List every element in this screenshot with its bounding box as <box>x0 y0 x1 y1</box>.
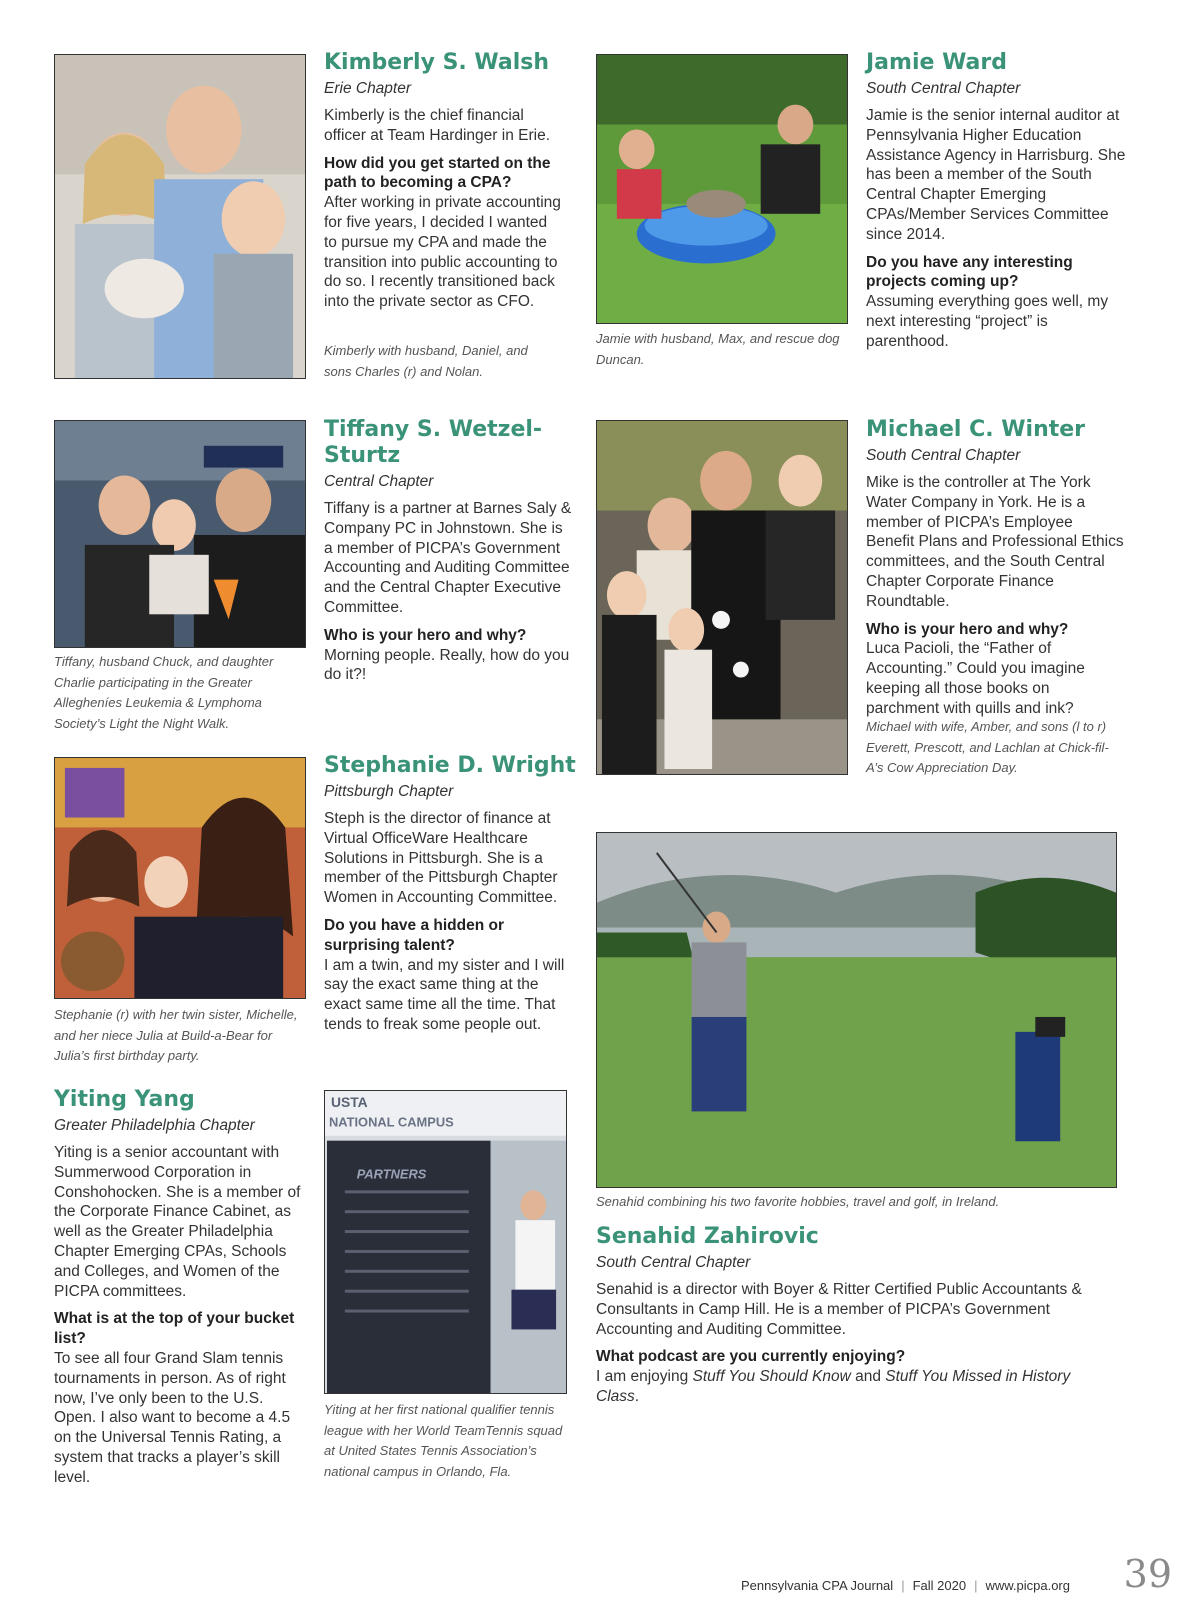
walsh-intro: Kimberly is the chief financial officer at Team Hardinger in Erie. <box>324 107 551 144</box>
zahirovic-caption: Senahid combining his two favorite hobbies, travel and golf, in Ireland. <box>596 1194 1000 1209</box>
zahirovic-answer <box>596 1367 1116 1407</box>
winter-intro: Mike is the controller at The York Water Company in York. He is a member of PICPA’s Employee Benefit Plans and Professional Ethics committees, and the South Central Chapter Corporate Finance Roundtable. <box>866 474 1124 610</box>
winter-question: Who is your hero and why? <box>866 620 1069 638</box>
wright-caption: Stephanie (r) with her twin sister, Michelle, and her niece Julia at Build-a-Bear for Julia’s first birthday party. <box>54 1007 298 1063</box>
wright-intro: Steph is the director of finance at Virtual OfficeWare Healthcare Solutions in Pittsburgh. She is a member of the Pittsburgh Chapter Women in Accounting Committee. <box>324 810 558 907</box>
page-footer <box>741 1578 1070 1593</box>
footer-separator: | <box>901 1578 905 1593</box>
zahirovic-profile <box>596 1224 1116 1407</box>
walsh-name: Kimberly S. Walsh <box>324 50 550 75</box>
zahirovic-name: Senahid Zahirovic <box>596 1224 819 1249</box>
wright-profile <box>324 753 578 1035</box>
winter-caption: Michael with wife, Amber, and sons (l to r) Everett, Prescott, and Lachlan at Chick-fil-A’s Cow Appreciation Day. <box>866 719 1109 775</box>
ward-name: Jamie Ward <box>866 50 1008 75</box>
footer-journal: Pennsylvania CPA Journal <box>740 1578 894 1593</box>
wetzel-caption: Tiffany, husband Chuck, and daughter Charlie participating in the Greater Allegheníes Leukemia & Lymphoma Society’s Light the Night Walk. <box>54 654 274 731</box>
wright-build-a-bear-photo <box>54 757 306 999</box>
zahirovic-question: What podcast are you currently enjoying? <box>596 1348 906 1366</box>
zahirovic-golf-photo <box>596 832 1117 1188</box>
yang-question: What is at the top of your bucket list? <box>54 1310 295 1348</box>
walsh-profile <box>324 50 564 312</box>
walsh-family-photo <box>54 54 306 379</box>
yang-sign-campus: NATIONAL CAMPUS <box>328 1114 454 1130</box>
zahirovic-chapter: South Central Chapter <box>596 1254 751 1271</box>
zahirovic-answer-prefix: I am enjoying <box>596 1368 693 1386</box>
zahirovic-podcast-2: Stuff You Missed in History Class <box>596 1368 1071 1405</box>
winter-name: Michael C. Winter <box>866 417 1086 442</box>
zahirovic-podcast-1: Stuff You Should Know <box>692 1368 851 1386</box>
yang-chapter: Greater Philadelphia Chapter <box>54 1117 255 1134</box>
wetzel-walk-photo <box>54 420 306 648</box>
wetzel-question: Who is your hero and why? <box>324 626 527 644</box>
walsh-question: How did you get started on the path to becoming a CPA? <box>324 154 551 192</box>
wright-question: Do you have a hidden or surprising talent? <box>324 916 504 954</box>
yang-answer: To see all four Grand Slam tennis tournaments in person. As of right now, I’ve only been to the U.S. Open. I also want to become a 4.5 on the Universal Tennis Rating, a system that tracks a player’s skill level. <box>54 1349 291 1486</box>
zahirovic-answer-suffix: . <box>634 1387 640 1405</box>
page-number: 39 <box>1123 1552 1172 1596</box>
winter-profile <box>866 417 1124 719</box>
yang-intro: Yiting is a senior accountant with Summerwood Corporation in Conshohocken. She is a member of the Corporate Finance Cabinet, as well as the Greater Philadelphia Chapter Emerging CPAs, Schools and Colleges, and Women of the PICPA committees. <box>54 1144 301 1300</box>
zahirovic-intro: Senahid is a director with Boyer & Ritter Certified Public Accountants & Consultants in Camp Hill. He is a member of PICPA’s Government Accounting and Auditing Committee. <box>596 1281 1082 1338</box>
wright-chapter: Pittsburgh Chapter <box>324 783 454 800</box>
footer-separator: | <box>974 1578 978 1593</box>
wright-name: Stephanie D. Wright <box>324 753 576 778</box>
ward-chapter: South Central Chapter <box>866 80 1021 97</box>
winter-chapter: South Central Chapter <box>866 447 1021 464</box>
wetzel-name: Tiffany S. Wetzel-Sturtz <box>324 417 543 468</box>
wright-answer: I am a twin, and my sister and I will say the exact same thing at the exact same time all the time. That tends to freak some people out. <box>324 956 565 1033</box>
ward-profile <box>866 50 1126 352</box>
walsh-chapter: Erie Chapter <box>324 80 412 97</box>
footer-issue: Fall 2020 <box>912 1578 967 1593</box>
yang-sign-partners: PARTNERS <box>356 1166 427 1182</box>
wetzel-intro: Tiffany is a partner at Barnes Saly & Company PC in Johnstown. She is a member of PICPA’s Government Accounting and Auditing Committee and the Central Chapter Executive Committee. <box>324 500 572 616</box>
wetzel-profile <box>324 417 574 685</box>
ward-dog-photo <box>596 54 848 324</box>
zahirovic-answer-mid: and <box>850 1368 886 1386</box>
yang-caption: Yiting at her first national qualifier tennis league with her World TeamTennis squad at United States Tennis Association’s national campus in Orlando, Fla. <box>324 1402 563 1479</box>
yang-sign-top: USTA <box>330 1093 368 1110</box>
ward-intro: Jamie is the senior internal auditor at Pennsylvania Higher Education Assistance Agency in Harrisburg. She has been a member of the South Central Chapter Emerging CPAs/Member Services Committee since 2014. <box>866 107 1126 243</box>
yang-tennis-photo <box>324 1090 567 1394</box>
walsh-answer: After working in private accounting for five years, I decided I wanted to pursue my CPA and made the transition into public accounting to do so. I recently transitioned back into the private sector as CFO. <box>324 194 561 311</box>
footer-site[interactable]: www.picpa.org <box>985 1578 1070 1593</box>
wetzel-chapter: Central Chapter <box>324 473 434 490</box>
winter-answer: Luca Pacioli, the “Father of Accounting.” Could you imagine keeping all those books on parchment with quills and ink? <box>866 640 1085 717</box>
walsh-caption: Kimberly with husband, Daniel, and sons Charles (r) and Nolan. <box>324 343 528 379</box>
yang-profile <box>54 1087 308 1488</box>
ward-caption: Jamie with husband, Max, and rescue dog Duncan. <box>596 331 840 367</box>
ward-question: Do you have any interesting projects coming up? <box>866 253 1073 291</box>
wetzel-answer: Morning people. Really, how do you do it?! <box>324 646 570 684</box>
ward-answer: Assuming everything goes well, my next interesting “project” is parenthood. <box>866 293 1109 350</box>
winter-family-photo <box>596 420 848 775</box>
yang-name: Yiting Yang <box>54 1087 195 1112</box>
